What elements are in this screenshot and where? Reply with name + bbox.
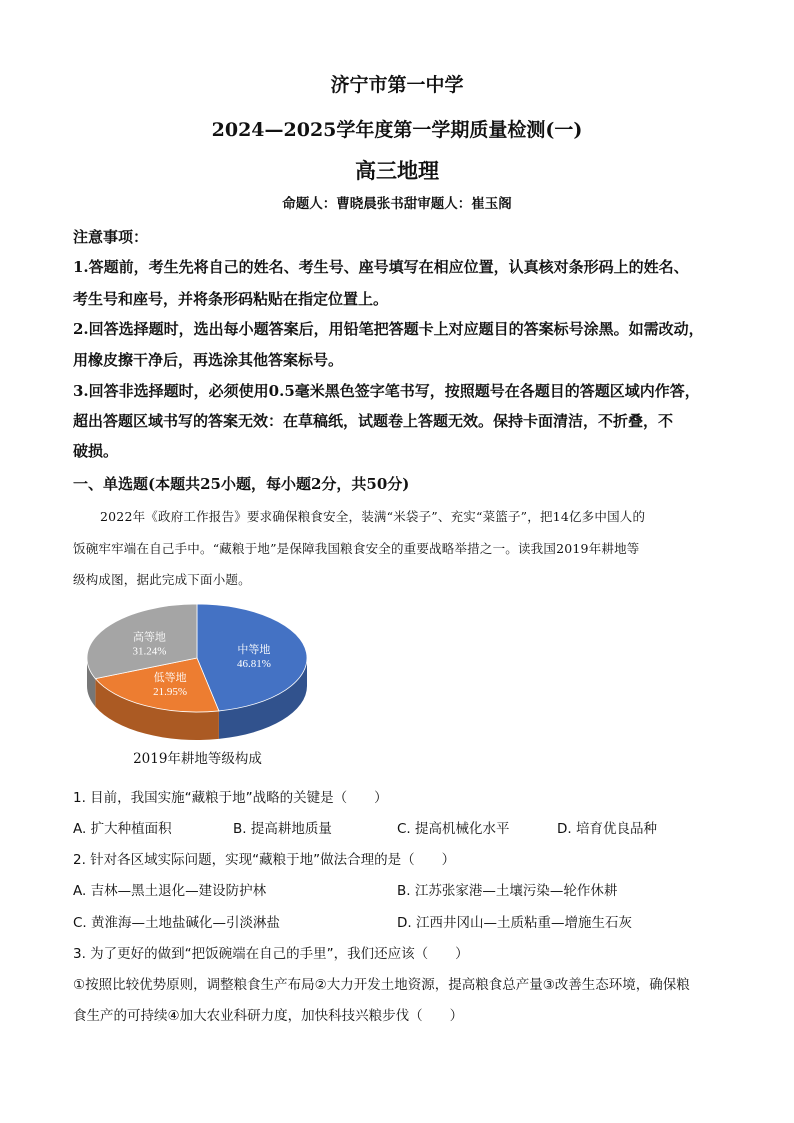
- question-3-stem: 3. 为了更好的做到“把饭碗端在自己的手里”，我们还应该（ ）: [73, 946, 469, 962]
- question-3-line-2: ①按照比较优势原则，调整粮食生产布局②大力开发土地资源，提高粮食总产量③改善生态环境，确保粮: [73, 977, 690, 993]
- intro-line-2: 饭碗牢牢端在自己手中。“藏粮于地”是保障我国粮食安全的重要战略举措之一。读我国2019年耕地等: [73, 541, 640, 556]
- notice-item-2-line-1: 2.回答选择题时，选出每小题答案后，用铅笔把答题卡上对应题目的答案标号涂黑。如需改动，: [73, 320, 704, 338]
- chart-caption: 2019年耕地等级构成: [133, 751, 262, 767]
- question-1-option-a: A. 扩大种植面积: [73, 821, 172, 837]
- exam-title: 2024—2025学年度第一学期质量检测(一): [211, 119, 583, 141]
- section-title: 一、单选题(本题共25小题，每小题2分，共50分): [73, 475, 410, 493]
- notice-title: 注意事项：: [73, 228, 149, 246]
- question-2-option-d: D. 江西井冈山—土质粘重—增施生石灰: [397, 915, 632, 931]
- pie-slice-3-value-label: 31.24%: [132, 645, 167, 658]
- question-1-option-b: B. 提高耕地质量: [233, 821, 332, 837]
- question-2-option-a: A. 吉林—黑土退化—建设防护林: [73, 883, 267, 899]
- authors-line: 命题人：曹晓晨张书甜审题人：崔玉阁: [282, 196, 512, 212]
- pie-slice-1-label: 中等地: [237, 644, 271, 657]
- pie-slice-3-label: 高等地: [132, 631, 166, 644]
- pie-slice-2-value-label: 21.95%: [153, 685, 188, 698]
- subject-title: 高三地理: [355, 158, 439, 183]
- notice-item-2-line-2: 用橡皮擦干净后，再选涂其他答案标号。: [73, 351, 344, 369]
- notice-item-1-line-2: 考生号和座号，并将条形码粘贴在指定位置上。: [73, 290, 389, 308]
- pie-tops: [87, 604, 307, 712]
- question-1-option-c: C. 提高机械化水平: [397, 821, 510, 837]
- pie-chart: [80, 600, 315, 740]
- question-2-option-b: B. 江苏张家港—土壤污染—轮作休耕: [397, 883, 618, 899]
- question-3-line-3: 食生产的可持续④加大农业科研力度，加快科技兴粮步伐（ ）: [73, 1008, 464, 1024]
- intro-line-3: 级构成图，据此完成下面小题。: [73, 572, 251, 587]
- notice-item-1-line-1: 1.答题前，考生先将自己的姓名、考生号、座号填写在相应位置，认真核对条形码上的姓名、: [73, 258, 689, 276]
- notice-item-3-line-2: 超出答题区域书写的答案无效：在草稿纸，试题卷上答题无效。保持卡面清洁，不折叠，不: [73, 412, 674, 430]
- notice-item-3-line-3: 破损。: [73, 442, 119, 460]
- question-1-option-d: D. 培育优良品种: [557, 821, 657, 837]
- question-2-option-c: C. 黄淮海—土地盐碱化—引淡淋盐: [73, 915, 281, 931]
- pie-slice-2-label: 低等地: [153, 671, 187, 684]
- pie-slice-1-value-label: 46.81%: [236, 658, 271, 671]
- intro-line-1: 2022年《政府工作报告》要求确保粮食安全，装满“米袋子”、充实“菜篮子”，把14亿多中国人的: [100, 509, 646, 524]
- question-1-stem: 1. 目前，我国实施“藏粮于地”战略的关键是（ ）: [73, 790, 388, 806]
- question-2-stem: 2. 针对各区域实际问题，实现“藏粮于地”做法合理的是（ ）: [73, 852, 456, 868]
- notice-item-3-line-1: 3.回答非选择题时，必须使用0.5毫米黑色签字笔书写，按照题号在各题目的答题区域内作答，: [73, 382, 700, 400]
- school-name: 济宁市第一中学: [330, 74, 464, 96]
